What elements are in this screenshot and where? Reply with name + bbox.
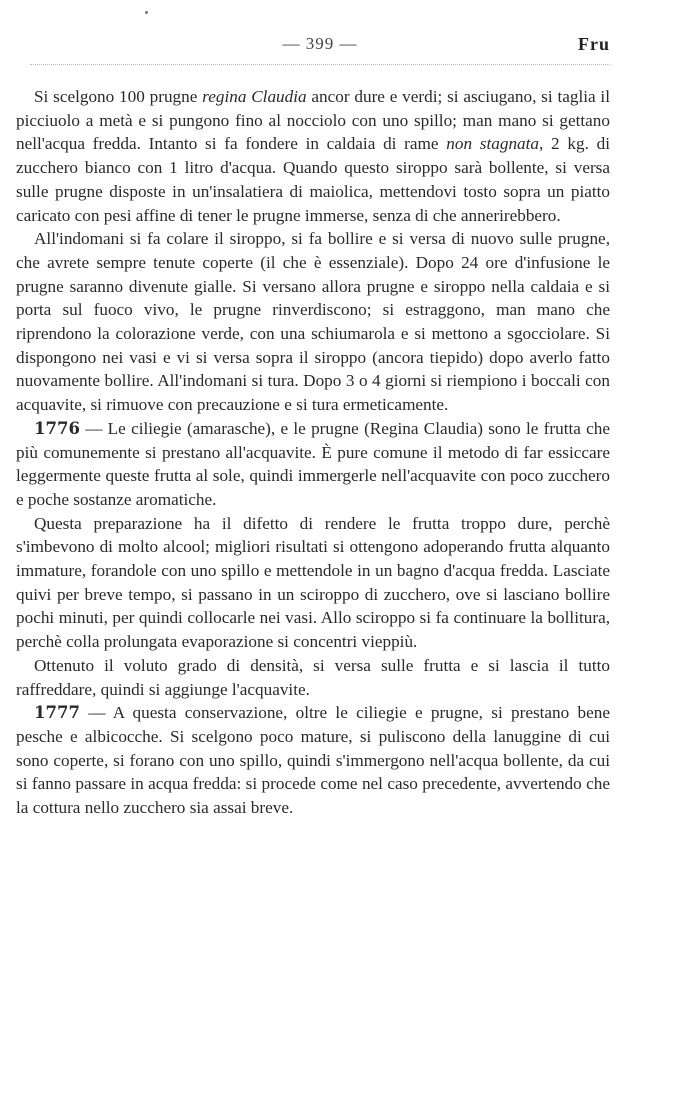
page-number: — 399 —: [282, 34, 358, 53]
paragraph-4: [16, 512, 610, 654]
running-head: Fru: [578, 34, 610, 54]
italic-term: non stagnata: [446, 134, 540, 154]
paragraph-1777: [16, 701, 610, 820]
paragraph-text: ancor dure e verdi; si asciugano, si taglia il picciuolo a metà e si pungono fino al nocciolo con uno spillo; man mano si gettano nell'acqua fredda. Intanto si fa fondere in caldaia di rame: [16, 87, 610, 154]
paragraph-text: Si scelgono 100 prugne: [34, 87, 203, 106]
header-rule: [30, 64, 610, 65]
body-text: [16, 85, 610, 820]
section-number: 1777: [34, 703, 80, 723]
paragraph-text: , 2 kg. di zucchero bianco con 1 litro d'acqua. Quando questo siroppo sarà bollente, si versa sulle prugne disposte in un'insalatiera di maiolica, mettendovi tosto sopra un piatto caricato con pesi affine di tener le prugne immerse, senza di che annerirebbero.: [16, 134, 610, 225]
paragraph-text: — Le ciliegie (amarasche), e le prugne (Regina Claudia) sono le frutta che più comunemente si prestano all'acquavite. È pure comune il metodo di far essiccare leggermente queste frutta al sole, quindi immergerle nell'acquavite con poco zucchero e poche sostanze aromatiche.: [16, 418, 610, 509]
ink-speck: [145, 11, 148, 14]
paragraph-5: [16, 654, 610, 701]
italic-term: regina Claudia: [202, 87, 307, 106]
paragraph-1: [16, 85, 610, 227]
paragraph-text: All'indomani si fa colare il siroppo, si fa bollire e si versa di nuovo sulle prugne, che avrete sempre tenute coperte (il che è essenziale). Dopo 24 ore d'infusione le prugne saranno divenute gialle. Si versano allora prugne e siroppo nella caldaia e si porta sul fuoco vivo, le prugne rinverdiscono; si estraggono, man mano che riprendono la colorazione verde, con una schiumarola e si mettono a sgocciolare. Si dispongono nei vasi e vi si versa sopra il siroppo (ancora tiepido) dopo averlo fatto nuovamente bollire. All'indomani si tura. Dopo 3 o 4 giorni si riempiono i boccali con acquavite, si rimuove con precauzione e si tura ermeticamente.: [16, 229, 610, 415]
page-header: [30, 34, 610, 62]
section-number: 1776: [34, 418, 80, 438]
paragraph-2: [16, 227, 610, 417]
paragraph-text: — A questa conservazione, oltre le ciliegie e prugne, si prestano bene pesche e albicocche. Si scelgono poco mature, si puliscono della lanuggine di cui sono coperte, si forano con uno spillo, quindi s'immergono nell'acqua bollente, da cui si fanno passare in acqua fredda: si procede come nel caso precedente, avvertendo che la cottura nello zucchero sia assai breve.: [16, 703, 610, 818]
paragraph-text: Ottenuto il voluto grado di densità, si versa sulle frutta e si lascia il tutto raffreddare, quindi si aggiunge l'acquavite.: [16, 655, 610, 699]
paragraph-1776: [16, 417, 610, 512]
paragraph-text: Questa preparazione ha il difetto di rendere le frutta troppo dure, perchè s'imbevono di molto alcool; migliori risultati si ottengono adoperando frutta alquanto immature, forandole con uno spillo e mettendole in un bagno d'acqua fredda. Lasciate quivi per breve tempo, si passano in un sciroppo di zucchero, ove si lasciano bollire pochi minuti, per quindi collocarle nei vasi. Allo sciroppo si fa continuare la bollitura, perchè colla prolungata evaporazione si concentri vieppiù.: [16, 513, 610, 652]
